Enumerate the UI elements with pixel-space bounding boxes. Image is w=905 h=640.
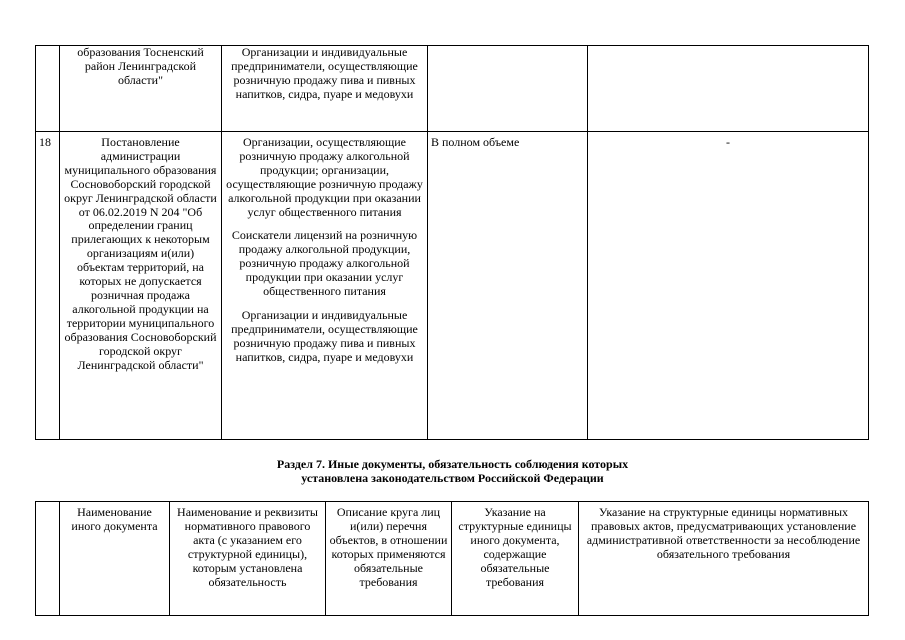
- subjects-paragraph: Организации и индивидуальные предприниматели, осуществляющие розничную продажу пива и пивных напитков, сидра, пуаре и медовухи: [231, 307, 418, 364]
- table-row: [36, 46, 869, 132]
- section-heading-line: Раздел 7. Иные документы, обязательность соблюдения которых: [276, 457, 629, 471]
- structural-units-cell: [588, 46, 869, 132]
- table-header-row: [36, 502, 869, 616]
- column-header: Указание на структурные единицы нормативных правовых актов, предусматривающих установление административной ответственности за несоблюдение обязательного требования: [579, 502, 869, 616]
- subjects-cell: [222, 132, 428, 440]
- row-number-cell: [36, 46, 60, 132]
- subjects-paragraph: Соискатели лицензий на розничную продажу алкогольной продукции, розничную продажу алкогольной продукции при оказании услуг общественного питания: [231, 228, 418, 299]
- table-row: [36, 132, 869, 440]
- section-heading-line: установлена законодательством Российской Федерации: [301, 470, 604, 485]
- column-header: Указание на структурные единицы иного документа, содержащие обязательные требования: [452, 502, 579, 616]
- scope-cell: В полном объеме: [428, 132, 588, 440]
- section-heading: [0, 458, 905, 485]
- column-header: Наименование и реквизиты нормативного правового акта (с указанием его структурной единицы), которым установлена обязательность: [170, 502, 326, 616]
- subjects-paragraph: Организации и индивидуальные предприниматели, осуществляющие розничную продажу пива и пивных напитков, сидра, пуаре и медовухи: [231, 45, 418, 101]
- requirements-table-continued: [35, 45, 869, 440]
- row-number-cell: 18: [36, 132, 60, 440]
- subjects-cell: [222, 46, 428, 132]
- column-header: Наименование иного документа: [60, 502, 170, 616]
- document-name-cell: образования Тосненский район Ленинградской области": [60, 46, 222, 132]
- scope-cell: [428, 46, 588, 132]
- structural-units-cell: -: [588, 132, 869, 440]
- document-name-cell: Постановление администрации муниципального образования Сосновоборский городской округ Ленинградской области от 06.02.2019 N 204 "Об определении границ прилегающих к некоторым организациям и(или) объектам территорий, на которых не допускается розничная продажа алкогольной продукции на территории муниципального образования Сосновоборский городской округ Ленинградской области": [60, 132, 222, 440]
- subjects-paragraph: Организации, осуществляющие розничную продажу алкогольной продукции; организации, осуществляющие розничную продажу алкогольной продукции при оказании услуг общественного питания: [226, 135, 423, 219]
- column-header: [36, 502, 60, 616]
- column-header: Описание круга лиц и(или) перечня объектов, в отношении которых применяются обязательные требования: [326, 502, 452, 616]
- section7-table: [35, 501, 869, 616]
